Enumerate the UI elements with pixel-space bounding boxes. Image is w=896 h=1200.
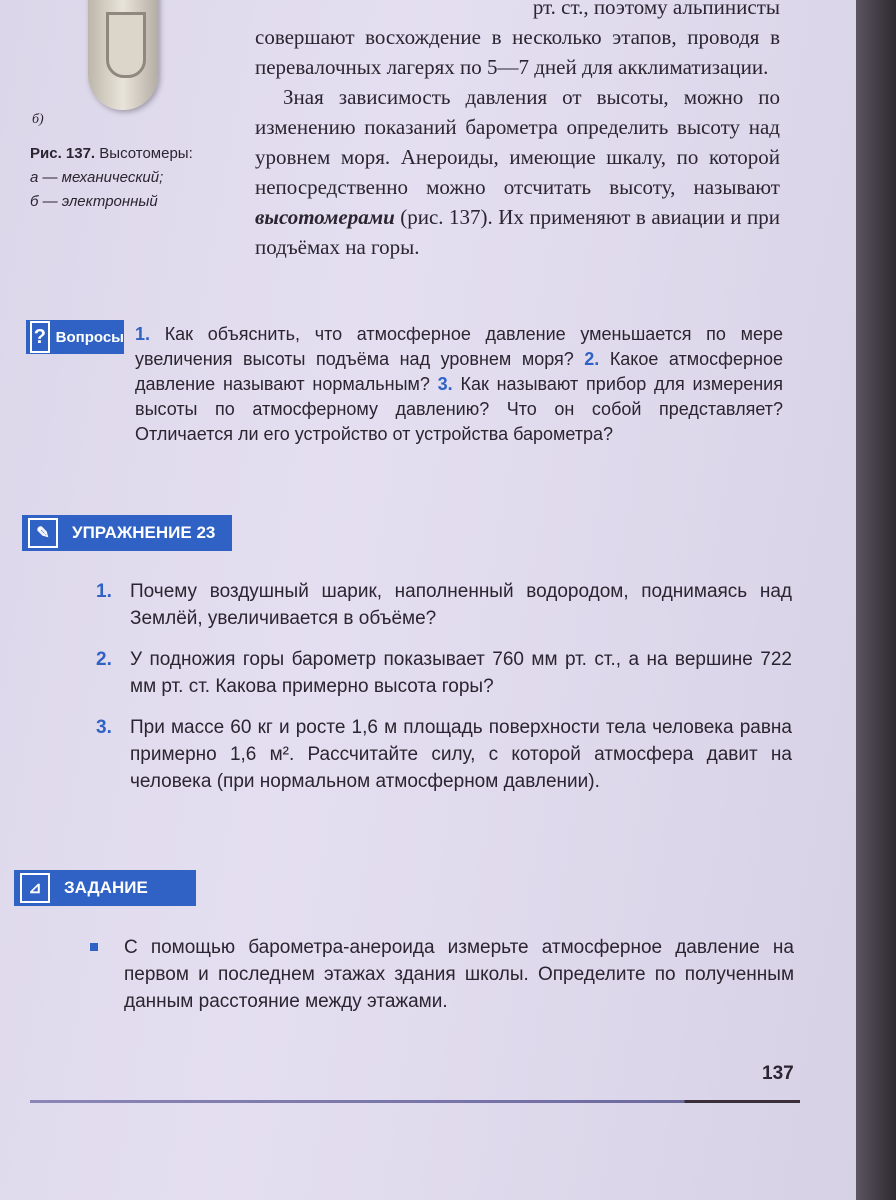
- question-text: Как называют прибор для измерения высоты по атмосферному давлению? Что он собой представляет? Отличается ли его устройство от устройства барометра?: [135, 374, 783, 444]
- exercise-title: УПРАЖНЕНИЕ 23: [72, 523, 216, 542]
- ruler-icon: ⊿: [20, 873, 50, 903]
- bottom-divider: [30, 1100, 800, 1103]
- exercise-item: [96, 578, 792, 632]
- caption-item-a: а — механический;: [30, 169, 164, 186]
- question-number: 1.: [135, 324, 151, 344]
- caption-title: Высотомеры:: [99, 145, 193, 162]
- altimeter-display: [106, 12, 146, 78]
- body-paragraph-1: совершают восхождение в несколько этапов, проводя в перевалочных лагерях по 5—7 дней для акклиматизации.: [255, 25, 780, 79]
- altimeter-image: [88, 0, 158, 110]
- book-edge: [856, 0, 896, 1200]
- task-text: С помощью барометра-анероида измерьте атмосферное давление на первом и последнем этажах здания школы. Определите по полученным данным расстояние между этажами.: [124, 937, 794, 1012]
- questions-tag: [26, 320, 124, 354]
- task-header: [14, 870, 196, 906]
- question-text: Какое атмосферное давление называют нормальным?: [135, 349, 783, 394]
- question-mark-icon: ?: [30, 321, 50, 353]
- bullet-icon: [90, 943, 98, 951]
- body-text: [255, 0, 780, 262]
- pencil-icon: ✎: [28, 518, 58, 548]
- caption-number: Рис. 137.: [30, 145, 96, 162]
- exercise-text: При массе 60 кг и росте 1,6 м площадь поверхности тела человека равна примерно 1,6 м². Рассчитайте силу, с которой атмосфера давит на человека (при нормальном атмосферном давлении).: [130, 717, 792, 792]
- question-text: Как объяснить, что атмосферное давление уменьшается по мере увеличения высоты подъёма над уровнем моря?: [135, 324, 783, 369]
- paragraph-2-end: (рис. 137). Их применяют в авиации и при подъёмах на горы.: [255, 205, 780, 259]
- question-number: 2.: [584, 349, 600, 369]
- question-number: 3.: [437, 374, 453, 394]
- caption-item-b: б — электронный: [30, 193, 158, 210]
- questions-tag-label: Вопросы: [55, 328, 124, 346]
- exercise-text: Почему воздушный шарик, наполненный водородом, поднимаясь над Землёй, увеличивается в объёме?: [130, 581, 792, 629]
- figure-caption: [30, 142, 240, 214]
- exercise-number: 1.: [96, 581, 112, 602]
- exercise-text: У подножия горы барометр показывает 760 мм рт. ст., а на вершине 722 мм рт. ст. Какова примерно высота горы?: [130, 649, 792, 697]
- paragraph-2-start: Зная зависимость давления от высоты, можно по изменению показаний барометра определить высоту над уровнем моря. Анероиды, имеющие шкалу, по которой непосредственно можно отсчитать высоту, называют: [255, 85, 780, 199]
- figure-label-b: б): [32, 112, 44, 127]
- page-number: 137: [762, 1063, 794, 1084]
- exercise-number: 3.: [96, 717, 112, 738]
- exercise-number: 2.: [96, 649, 112, 670]
- term-altimeters: высотомерами: [255, 205, 395, 229]
- exercise-list: [96, 578, 792, 809]
- body-paragraph-2: [255, 82, 780, 262]
- body-line-top: рт. ст., поэтому альпинисты: [532, 0, 780, 19]
- exercise-header: [22, 515, 232, 551]
- exercise-item: [96, 714, 792, 795]
- exercise-item: [96, 646, 792, 700]
- questions-text: [135, 322, 783, 447]
- task-title: ЗАДАНИЕ: [64, 878, 148, 897]
- task-item: [88, 934, 794, 1015]
